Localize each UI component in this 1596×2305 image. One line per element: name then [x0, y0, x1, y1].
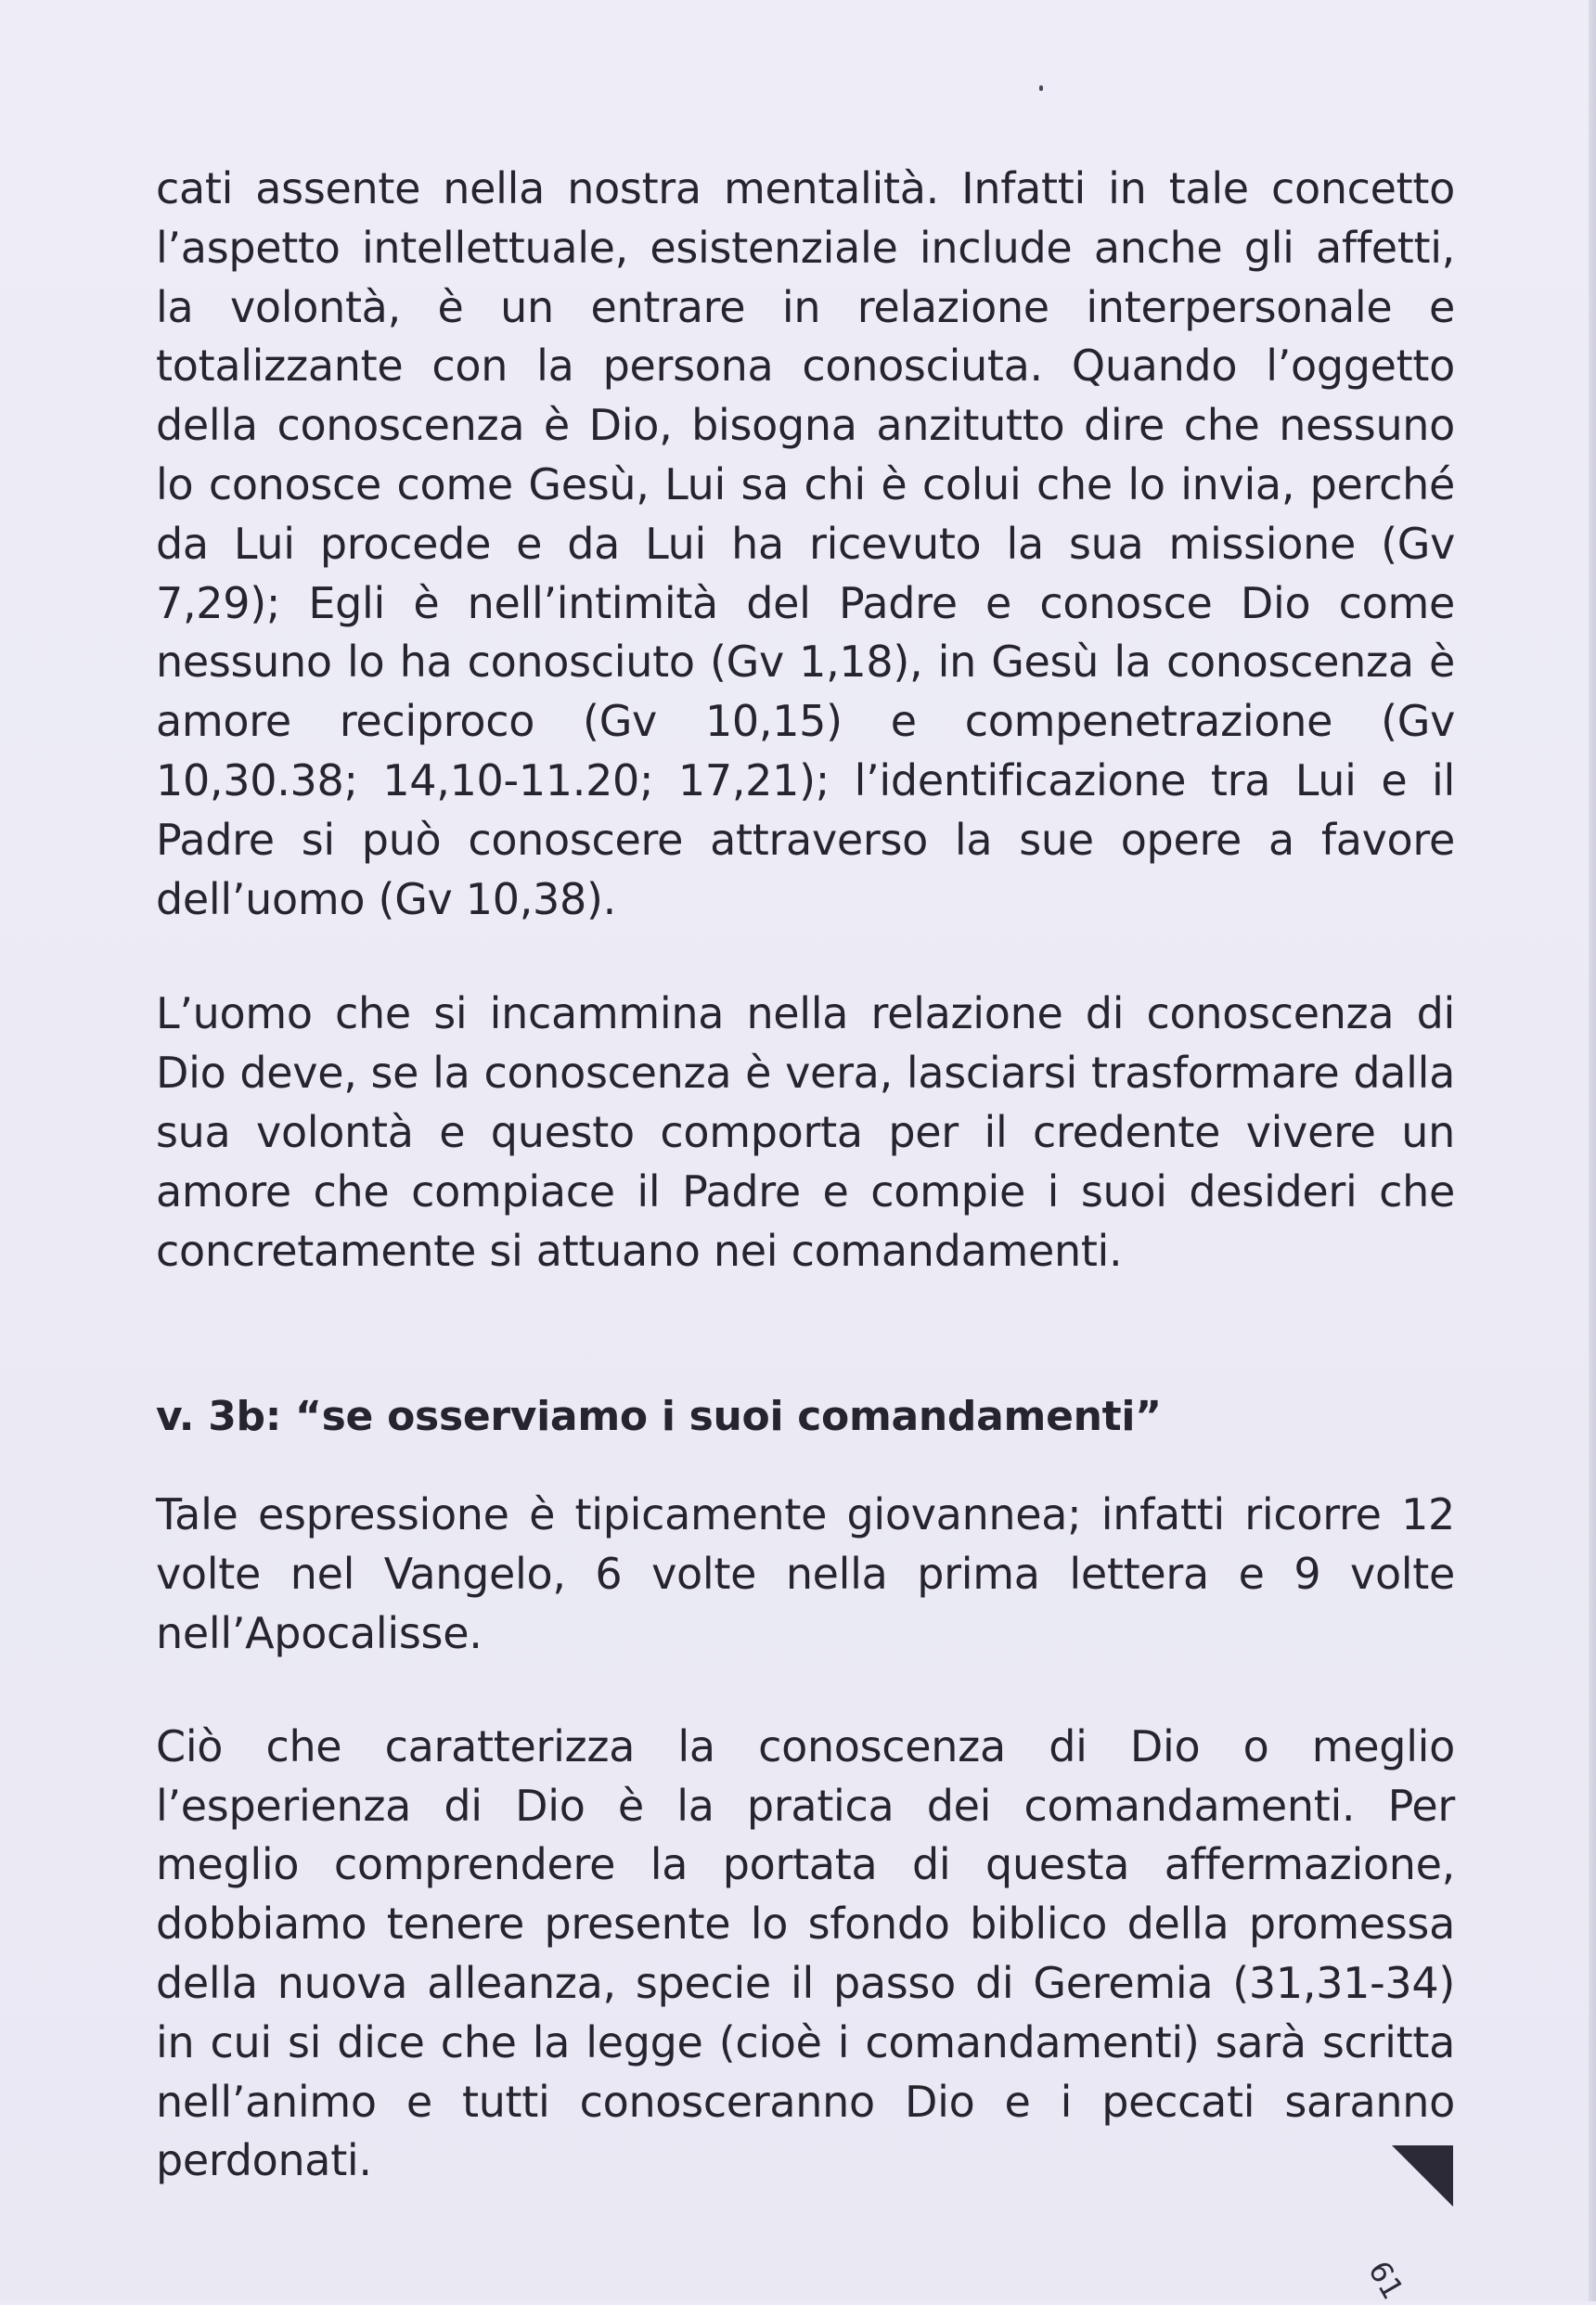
page-edge-shadow — [1589, 0, 1596, 2301]
paragraph-knowledge-of-god: cati assente nella nostra mentalità. Infatti in tale concetto l’aspetto intellettuale, esistenziale include anche gli affetti, la volontà, è un entrare in relazione interpersonale e totalizzante con la persona conosciuta. Quando l’oggetto della conoscenza è Dio, bisogna anzitutto dire che nessuno lo conosce come Gesù, Lui sa chi è colui che lo invia, perché da Lui procede e da Lui ha ricevuto la sua missione (Gv 7,29); Egli è nell’intimità del Padre e conosce Dio come nessuno lo ha conosciuto (Gv 1,18), in Gesù la conoscenza è amore reciproco (Gv 10,15) e compenetrazione (Gv 10,30.38; 14,10-11.20; 17,21); l’identificazione tra Lui e il Padre si può conoscere attraverso la sue opere a favore dell’uomo (Gv 10,38). — [156, 163, 1455, 924]
paper-speck — [1039, 85, 1043, 91]
paragraph-man-relationship: L’uomo che si incammina nella relazione di conoscenza di Dio deve, se la conoscenza è vera, lasciarsi trasformare dalla sua volontà e questo comporta per il credente vivere un amore che compiace il Padre e compie i suoi desideri che concretamente si attuano nei comandamenti. — [156, 988, 1455, 1276]
paragraph-commandments-practice: Ciò che caratterizza la conoscenza di Dio o meglio l’esperienza di Dio è la pratica dei comandamenti. Per meglio comprendere la portata di questa affermazione, dobbiamo tenere presente lo sfondo biblico della promessa della nuova alleanza, specie il passo di Geremia (31,31-34) in cui si dice che la legge (cioè i comandamenti) sarà scritta nell’animo e tutti conosceranno Dio e i peccati saranno perdonati. — [156, 1720, 1455, 2186]
page-corner-triangle-icon — [1392, 2145, 1457, 2210]
section-heading: v. 3b: “se osserviamo i suoi comandamenti” — [156, 1393, 1162, 1441]
page-number: 61 — [1361, 2255, 1411, 2305]
body-text — [156, 160, 1455, 2191]
paragraph-johannine-expression: Tale espressione è tipicamente giovannea; infatti ricorre 12 volte nel Vangelo, 6 volte nella prima lettera e 9 volte nell’Apocalisse. — [156, 1489, 1455, 1658]
